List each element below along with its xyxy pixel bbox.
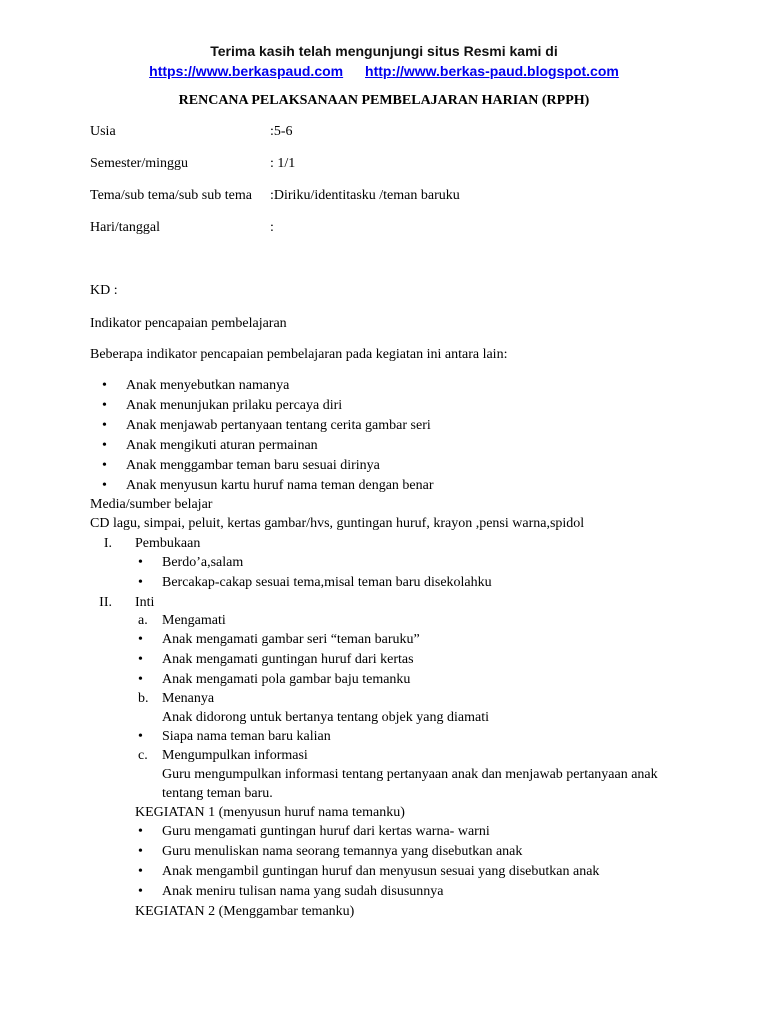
- identity-row-tema: [90, 188, 460, 204]
- list-item-text: Anak menjawab pertanyaan tentang cerita gambar seri: [126, 418, 431, 433]
- bullet-icon: •: [138, 632, 143, 647]
- list-item-text: Bercakap-cakap sesuai tema,misal teman baru disekolahku: [162, 575, 492, 590]
- bullet-icon: •: [102, 458, 107, 473]
- media-list: CD lagu, simpai, peluit, kertas gambar/hvs, guntingan huruf, krayon ,pensi warna,spidol: [90, 516, 585, 531]
- bullet-icon: •: [138, 652, 143, 667]
- bullet-icon: •: [138, 864, 143, 879]
- sub-label-c: c.: [138, 748, 148, 763]
- identity-label: Usia: [90, 124, 116, 139]
- identity-value: :Diriku/identitasku /teman baruku: [270, 188, 460, 203]
- mengumpulkan-text: Guru mengumpulkan informasi tentang pertanyaan anak dan menjawab pertanyaan anak: [162, 767, 658, 782]
- thanks-note: Terima kasih telah mengunjungi situs Resmi kami di: [210, 43, 558, 59]
- identity-row-usia: [90, 124, 293, 140]
- sub-title-mengumpulkan: Mengumpulkan informasi: [162, 748, 308, 763]
- list-item-text: Berdo’a,salam: [162, 555, 244, 570]
- section-num-text: I.: [103, 536, 112, 551]
- identity-value: : 1/1: [270, 156, 296, 171]
- section-num-text: II.: [99, 595, 112, 610]
- list-item-text: Anak meniru tulisan nama yang sudah disusunnya: [162, 884, 444, 899]
- page-title: RENCANA PELAKSANAAN PEMBELAJARAN HARIAN (RPPH): [178, 93, 590, 108]
- website-links: [0, 63, 768, 79]
- link-berkaspaud[interactable]: https://www.berkaspaud.com: [149, 63, 344, 79]
- identity-value: :5-6: [270, 124, 293, 139]
- bullet-icon: •: [102, 478, 107, 493]
- list-item-text: Anak menunjukan prilaku percaya diri: [126, 398, 343, 413]
- list-item-text: Anak menggambar teman baru sesuai dirinya: [126, 458, 380, 473]
- link-berkas-paud-blogspot[interactable]: http://www.berkas-paud.blogspot.com: [365, 63, 619, 79]
- identity-row-semester: [90, 156, 296, 172]
- indikator-intro: Beberapa indikator pencapaian pembelajaran pada kegiatan ini antara lain:: [90, 347, 508, 362]
- identity-label: Semester/minggu: [90, 156, 188, 171]
- bullet-icon: •: [102, 438, 107, 453]
- kegiatan-2-heading: KEGIATAN 2 (Menggambar temanku): [135, 904, 355, 919]
- bullet-icon: •: [138, 844, 143, 859]
- list-item-text: Anak mengamati gambar seri “teman baruku”: [162, 632, 420, 647]
- identity-label: Hari/tanggal: [90, 220, 160, 235]
- bullet-icon: •: [102, 398, 107, 413]
- sub-label-a: a.: [138, 613, 148, 628]
- list-item-text: Anak menyusun kartu huruf nama teman dengan benar: [126, 478, 434, 493]
- list-item-text: Anak mengamati pola gambar baju temanku: [162, 672, 411, 687]
- list-item-text: Guru menuliskan nama seorang temannya yang disebutkan anak: [162, 844, 523, 859]
- sub-label-b: b.: [138, 691, 149, 706]
- indikator-heading: Indikator pencapaian pembelajaran: [90, 316, 287, 331]
- mengumpulkan-text-cont: tentang teman baru.: [162, 786, 273, 801]
- identity-label: Tema/sub tema/sub sub tema: [90, 188, 252, 203]
- section-title-inti: Inti: [135, 595, 155, 610]
- bullet-icon: •: [102, 378, 107, 393]
- bullet-icon: •: [102, 418, 107, 433]
- bullet-icon: •: [138, 729, 143, 744]
- kd-heading: KD :: [90, 283, 118, 298]
- menanya-text: Anak didorong untuk bertanya tentang objek yang diamati: [162, 710, 489, 725]
- bullet-icon: •: [138, 672, 143, 687]
- bullet-icon: •: [138, 884, 143, 899]
- list-item-text: Anak mengamati guntingan huruf dari kertas: [162, 652, 414, 667]
- list-item-text: Anak mengambil guntingan huruf dan menyusun sesuai yang disebutkan anak: [162, 864, 600, 879]
- bullet-icon: •: [138, 575, 143, 590]
- identity-value: :: [270, 220, 274, 235]
- bullet-icon: •: [138, 824, 143, 839]
- sub-title-mengamati: Mengamati: [162, 613, 226, 628]
- identity-row-hari: [90, 220, 274, 236]
- list-item-text: Siapa nama teman baru kalian: [162, 729, 331, 744]
- kegiatan-1-heading: KEGIATAN 1 (menyusun huruf nama temanku): [135, 805, 405, 820]
- media-heading: Media/sumber belajar: [90, 497, 213, 512]
- bullet-icon: •: [138, 555, 143, 570]
- list-item-text: Guru mengamati guntingan huruf dari kertas warna- warni: [162, 824, 490, 839]
- section-title-pembukaan: Pembukaan: [135, 536, 201, 551]
- sub-title-menanya: Menanya: [162, 691, 215, 706]
- list-item-text: Anak menyebutkan namanya: [126, 378, 290, 393]
- list-item-text: Anak mengikuti aturan permainan: [126, 438, 318, 453]
